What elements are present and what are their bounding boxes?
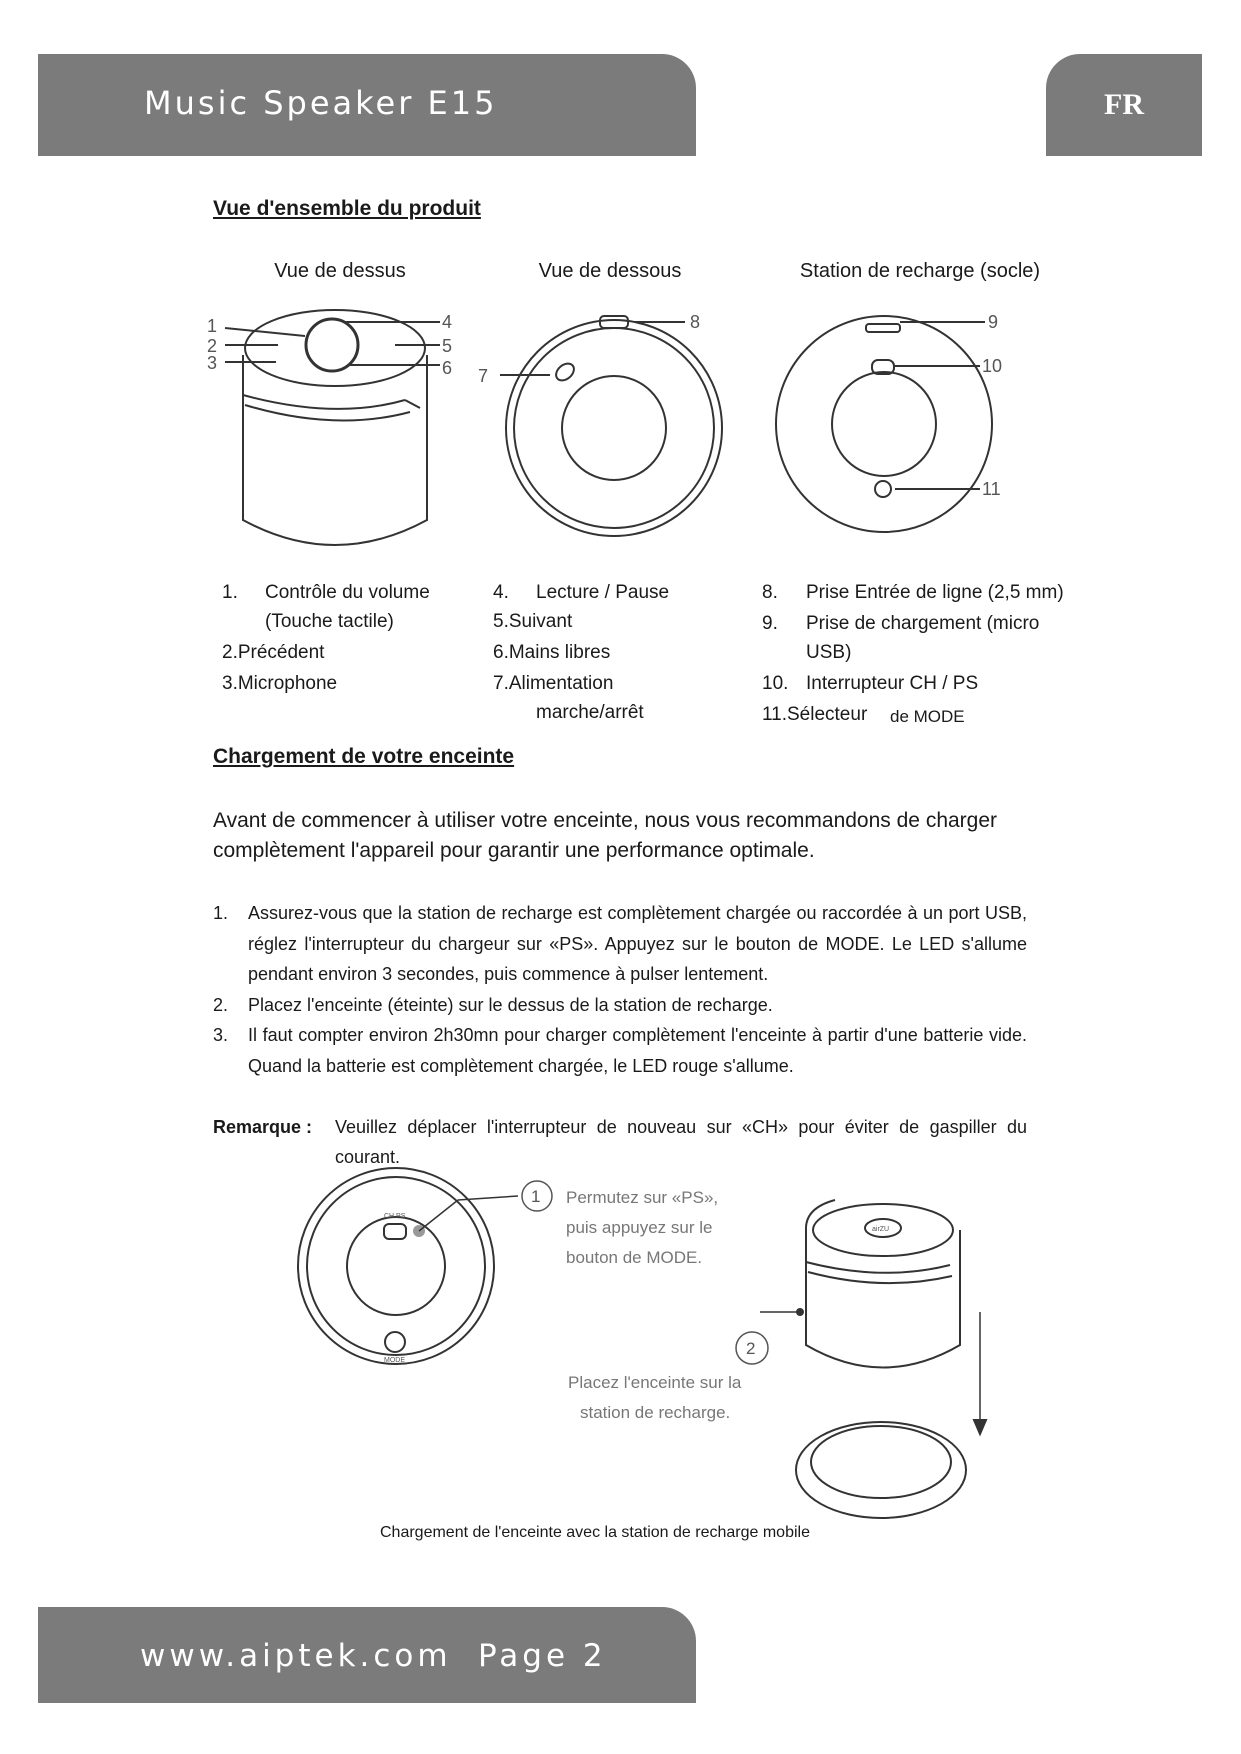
diagram-step1-line2: puis appuyez sur le — [566, 1218, 713, 1237]
footer-url[interactable]: www.aiptek.com — [140, 1638, 452, 1674]
legend-item-9b: USB) — [806, 642, 852, 663]
step-text: Placez l'enceinte (éteinte) sur le dessus de la station de recharge. — [248, 994, 773, 1015]
legend-item-10-num: 10. — [762, 673, 789, 694]
step-number: 1. — [213, 903, 229, 923]
remark — [213, 1112, 1027, 1172]
legend-item-3: 3.Microphone — [222, 673, 338, 694]
step-2-badge: 2 — [746, 1339, 756, 1358]
callout-3: 3 — [207, 353, 218, 373]
charging-title: Chargement de votre enceinte — [213, 745, 515, 768]
step-1 — [213, 898, 1027, 990]
legend-item-6: 6.Mains libres — [493, 642, 611, 663]
step-1-badge: 1 — [531, 1187, 541, 1206]
diagram-step2-line2: station de recharge. — [580, 1403, 731, 1422]
legend-item-11b: de MODE — [890, 707, 965, 726]
callout-8: 8 — [690, 312, 701, 332]
speaker-brand: airZU — [872, 1226, 890, 1233]
charging-steps — [213, 898, 1027, 1081]
view-label-top: Vue de dessus — [274, 260, 406, 282]
step-text: Il faut compter environ 2h30mn pour charger complètement l'enceinte à partir d'une batterie vide. Quand la batterie est complètement chargée, le LED rouge s'allume. — [248, 1025, 1027, 1076]
legend-item-4-num: 4. — [493, 582, 509, 603]
legend-item-11: 11.Sélecteur — [762, 704, 868, 725]
legend-item-2: 2.Précédent — [222, 642, 325, 663]
legend-item-8-num: 8. — [762, 582, 778, 603]
step-number: 2. — [213, 994, 229, 1015]
legend-item-1: Contrôle du volume — [265, 582, 430, 603]
step-number: 3. — [213, 1025, 229, 1045]
view-label-dock: Station de recharge (socle) — [799, 260, 1041, 282]
diagram-step2-line1: Placez l'enceinte sur la — [568, 1373, 742, 1392]
overview-title: Vue d'ensemble du produit — [213, 197, 481, 220]
callout-1: 1 — [207, 316, 218, 336]
step-text: Assurez-vous que la station de recharge est complètement chargée ou raccordée à un port USB, réglez l'interrupteur du chargeur sur «PS». Appuyez sur le bouton de MODE. Le LED s'allume pendant environ 3 secondes, puis commence à pulser lentement. — [248, 903, 1027, 984]
legend-item-9-num: 9. — [762, 613, 778, 634]
callout-9: 9 — [988, 312, 999, 332]
diagram-caption: Chargement de l'enceinte avec la station de recharge mobile — [380, 1524, 810, 1541]
callout-6: 6 — [442, 358, 453, 378]
document-title: Music Speaker E15 — [144, 84, 498, 122]
remark-label: Remarque : — [213, 1117, 313, 1137]
dock-view — [776, 316, 992, 532]
view-label-bottom: Vue de dessous — [538, 260, 682, 282]
step-3 — [213, 1020, 1027, 1081]
legend-item-4: Lecture / Pause — [536, 582, 670, 603]
legend-item-7: 7.Alimentation — [493, 673, 614, 694]
remark-text: Veuillez déplacer l'interrupteur de nouveau sur «CH» pour éviter de gaspiller du courant. — [335, 1117, 1027, 1167]
page-number: Page 2 — [478, 1638, 607, 1674]
legend-item-1-num: 1. — [222, 582, 238, 603]
legend-item-8: Prise Entrée de ligne (2,5 mm) — [806, 582, 1064, 603]
diagram-step1-line1: Permutez sur «PS», — [566, 1188, 719, 1207]
dock-switch-label: CH PS — [384, 1213, 406, 1220]
callout-7: 7 — [478, 366, 489, 386]
step-2 — [213, 990, 1027, 1021]
legend-item-7b: marche/arrêt — [536, 702, 644, 723]
speaker-bottom-view — [506, 316, 722, 536]
dock-mode-label: MODE — [384, 1357, 405, 1364]
legend-item-1b: (Touche tactile) — [265, 611, 394, 632]
charging-intro: Avant de commencer à utiliser votre enceinte, nous vous recommandons de charger complètement l'appareil pour garantir une performance optimale. — [213, 809, 998, 862]
callout-4: 4 — [442, 312, 453, 332]
callout-2: 2 — [207, 336, 218, 356]
legend-item-9: Prise de chargement (micro — [806, 613, 1040, 634]
diagram-step1-line3: bouton de MODE. — [566, 1248, 703, 1267]
callout-5: 5 — [442, 336, 453, 356]
legend-item-10: Interrupteur CH / PS — [806, 673, 979, 694]
speaker-top-view — [243, 310, 427, 545]
callout-10: 10 — [982, 356, 1003, 376]
language-tab: FR — [1046, 54, 1202, 156]
callout-11: 11 — [982, 479, 1001, 499]
legend-item-5: 5.Suivant — [493, 611, 573, 632]
